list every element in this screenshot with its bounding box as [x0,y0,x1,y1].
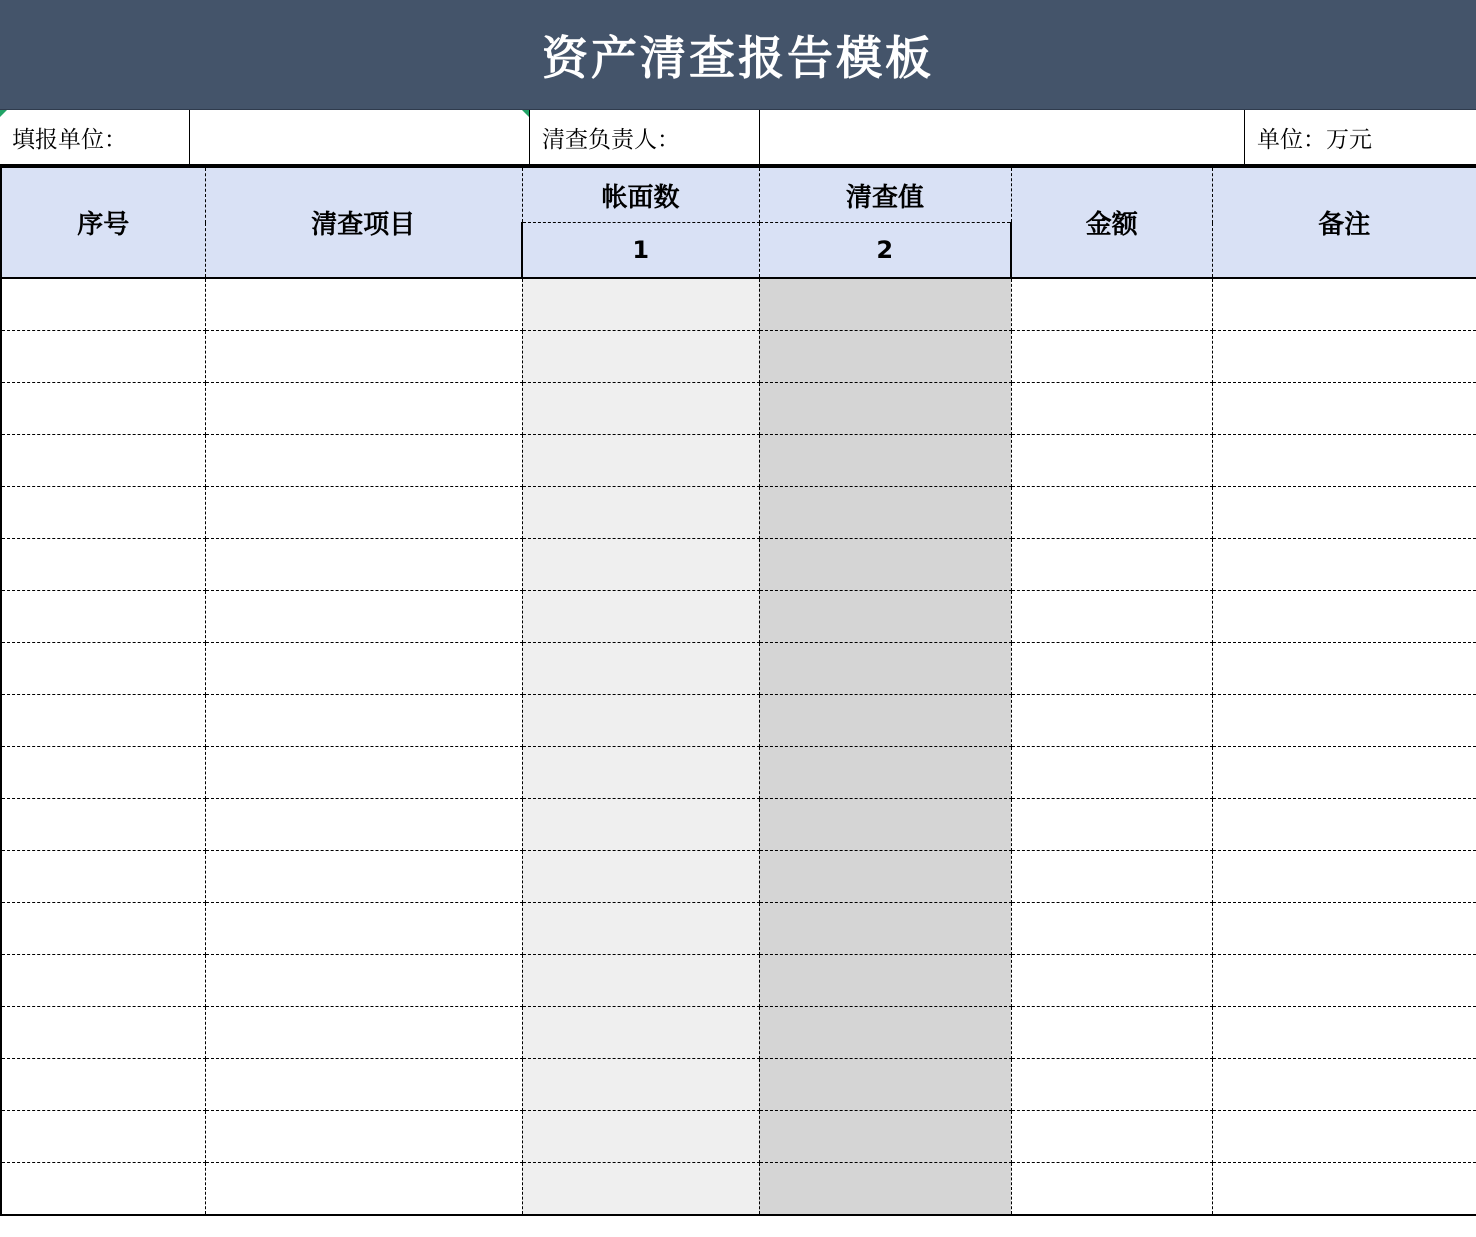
table-cell-item[interactable] [205,851,522,903]
table-cell-remark[interactable] [1212,799,1476,851]
currency-unit-label [1245,110,1476,164]
table-cell-seq[interactable] [1,591,205,643]
table-cell-seq[interactable] [1,1007,205,1059]
table-cell-seq[interactable] [1,278,205,331]
table-cell-book[interactable] [522,383,759,435]
table-cell-check[interactable] [759,383,1011,435]
inventory-leader-input[interactable] [760,110,1245,164]
table-cell-check[interactable] [759,903,1011,955]
table-cell-item[interactable] [205,539,522,591]
table-cell-check[interactable] [759,539,1011,591]
table-cell-seq[interactable] [1,383,205,435]
table-row [1,539,1476,591]
table-cell-item[interactable] [205,695,522,747]
table-cell-seq[interactable] [1,539,205,591]
table-row [1,278,1476,331]
table-cell-book[interactable] [522,539,759,591]
table-cell-amount[interactable] [1011,278,1212,331]
column-header-amount: 金额 [1011,167,1212,278]
table-row [1,383,1476,435]
table-row [1,903,1476,955]
info-header-row [0,110,1476,166]
table-cell-item[interactable] [205,903,522,955]
table-cell-item[interactable] [205,1007,522,1059]
column-header-remark: 备注 [1212,167,1476,278]
column-subheader-book-index: 1 [522,223,759,279]
table-row [1,1111,1476,1163]
column-header-check: 清查值 [759,167,1011,223]
table-cell-check[interactable] [759,1163,1011,1216]
table-cell-amount[interactable] [1011,1059,1212,1111]
table-row [1,1007,1476,1059]
table-row [1,643,1476,695]
table-row [1,591,1476,643]
table-cell-seq[interactable] [1,643,205,695]
table-cell-remark[interactable] [1212,539,1476,591]
table-cell-remark[interactable] [1212,487,1476,539]
table-cell-remark[interactable] [1212,851,1476,903]
table-cell-seq[interactable] [1,747,205,799]
table-cell-amount[interactable] [1011,435,1212,487]
table-cell-item[interactable] [205,1059,522,1111]
table-cell-seq[interactable] [1,1111,205,1163]
table-cell-book[interactable] [522,331,759,383]
table-cell-amount[interactable] [1011,695,1212,747]
table-cell-amount[interactable] [1011,955,1212,1007]
table-cell-item[interactable] [205,435,522,487]
table-row [1,955,1476,1007]
table-cell-amount[interactable] [1011,799,1212,851]
reporting-unit-label-text: 填报单位： [12,126,127,153]
table-cell-book[interactable] [522,1007,759,1059]
table-cell-remark[interactable] [1212,435,1476,487]
table-cell-seq[interactable] [1,695,205,747]
column-header-book: 帐面数 [522,167,759,223]
table-cell-book[interactable] [522,747,759,799]
table-cell-remark[interactable] [1212,695,1476,747]
table-cell-check[interactable] [759,799,1011,851]
table-cell-item[interactable] [205,331,522,383]
table-cell-amount[interactable] [1011,331,1212,383]
table-cell-item[interactable] [205,747,522,799]
table-cell-check[interactable] [759,591,1011,643]
table-cell-seq[interactable] [1,1059,205,1111]
column-subheader-check-index: 2 [759,223,1011,279]
table-cell-item[interactable] [205,1163,522,1216]
table-row [1,331,1476,383]
table-cell-check[interactable] [759,278,1011,331]
table-cell-remark[interactable] [1212,331,1476,383]
table-cell-amount[interactable] [1011,487,1212,539]
inventory-leader-label [530,110,760,164]
table-cell-book[interactable] [522,1111,759,1163]
table-cell-check[interactable] [759,1007,1011,1059]
inventory-leader-label-text: 清查负责人： [542,126,680,153]
table-cell-remark[interactable] [1212,591,1476,643]
table-cell-amount[interactable] [1011,1163,1212,1216]
table-cell-amount[interactable] [1011,747,1212,799]
table-cell-seq[interactable] [1,1163,205,1216]
table-cell-amount[interactable] [1011,1007,1212,1059]
document-title-banner [0,0,1476,110]
page-title: 资产清查报告模板 [542,30,934,85]
table-cell-seq[interactable] [1,903,205,955]
table-cell-amount[interactable] [1011,591,1212,643]
table-cell-check[interactable] [759,1111,1011,1163]
table-cell-remark[interactable] [1212,955,1476,1007]
table-cell-book[interactable] [522,695,759,747]
table-cell-remark[interactable] [1212,1059,1476,1111]
table-cell-item[interactable] [205,799,522,851]
table-row [1,1163,1476,1216]
reporting-unit-label [0,110,190,164]
table-cell-amount[interactable] [1011,643,1212,695]
table-cell-book[interactable] [522,487,759,539]
table-cell-remark[interactable] [1212,1163,1476,1216]
table-cell-seq[interactable] [1,435,205,487]
table-cell-book[interactable] [522,955,759,1007]
table-cell-amount[interactable] [1011,1111,1212,1163]
inventory-table-body [1,278,1476,1215]
table-cell-remark[interactable] [1212,1111,1476,1163]
table-cell-seq[interactable] [1,487,205,539]
comment-marker-icon [0,110,7,117]
table-cell-amount[interactable] [1011,539,1212,591]
table-cell-amount[interactable] [1011,851,1212,903]
table-cell-book[interactable] [522,643,759,695]
table-cell-remark[interactable] [1212,278,1476,331]
table-row [1,487,1476,539]
table-cell-check[interactable] [759,1059,1011,1111]
table-row [1,695,1476,747]
table-cell-book[interactable] [522,903,759,955]
table-cell-seq[interactable] [1,331,205,383]
table-cell-item[interactable] [205,955,522,1007]
table-cell-remark[interactable] [1212,1007,1476,1059]
table-cell-item[interactable] [205,643,522,695]
table-row [1,747,1476,799]
table-cell-item[interactable] [205,1111,522,1163]
table-cell-check[interactable] [759,487,1011,539]
table-cell-check[interactable] [759,851,1011,903]
table-cell-book[interactable] [522,851,759,903]
table-cell-item[interactable] [205,383,522,435]
table-cell-seq[interactable] [1,851,205,903]
table-cell-check[interactable] [759,747,1011,799]
table-cell-amount[interactable] [1011,903,1212,955]
comment-marker-icon [522,110,529,117]
table-row [1,435,1476,487]
column-header-seq: 序号 [1,167,205,278]
inventory-table [0,166,1476,1216]
table-cell-book[interactable] [522,1059,759,1111]
table-cell-book[interactable] [522,591,759,643]
table-cell-check[interactable] [759,695,1011,747]
table-cell-book[interactable] [522,799,759,851]
reporting-unit-input[interactable] [190,110,530,164]
table-row [1,799,1476,851]
table-cell-item[interactable] [205,487,522,539]
table-row [1,851,1476,903]
table-cell-seq[interactable] [1,955,205,1007]
table-cell-check[interactable] [759,435,1011,487]
table-cell-remark[interactable] [1212,903,1476,955]
table-cell-book[interactable] [522,435,759,487]
currency-unit-text: 单位：万元 [1257,126,1372,153]
table-cell-check[interactable] [759,955,1011,1007]
table-cell-amount[interactable] [1011,383,1212,435]
table-cell-check[interactable] [759,643,1011,695]
table-cell-book[interactable] [522,1163,759,1216]
table-cell-remark[interactable] [1212,643,1476,695]
table-cell-seq[interactable] [1,799,205,851]
table-cell-remark[interactable] [1212,383,1476,435]
table-cell-remark[interactable] [1212,747,1476,799]
table-cell-item[interactable] [205,591,522,643]
table-cell-check[interactable] [759,331,1011,383]
table-cell-item[interactable] [205,278,522,331]
table-row [1,1059,1476,1111]
table-cell-book[interactable] [522,278,759,331]
column-header-item: 清查项目 [205,167,522,278]
